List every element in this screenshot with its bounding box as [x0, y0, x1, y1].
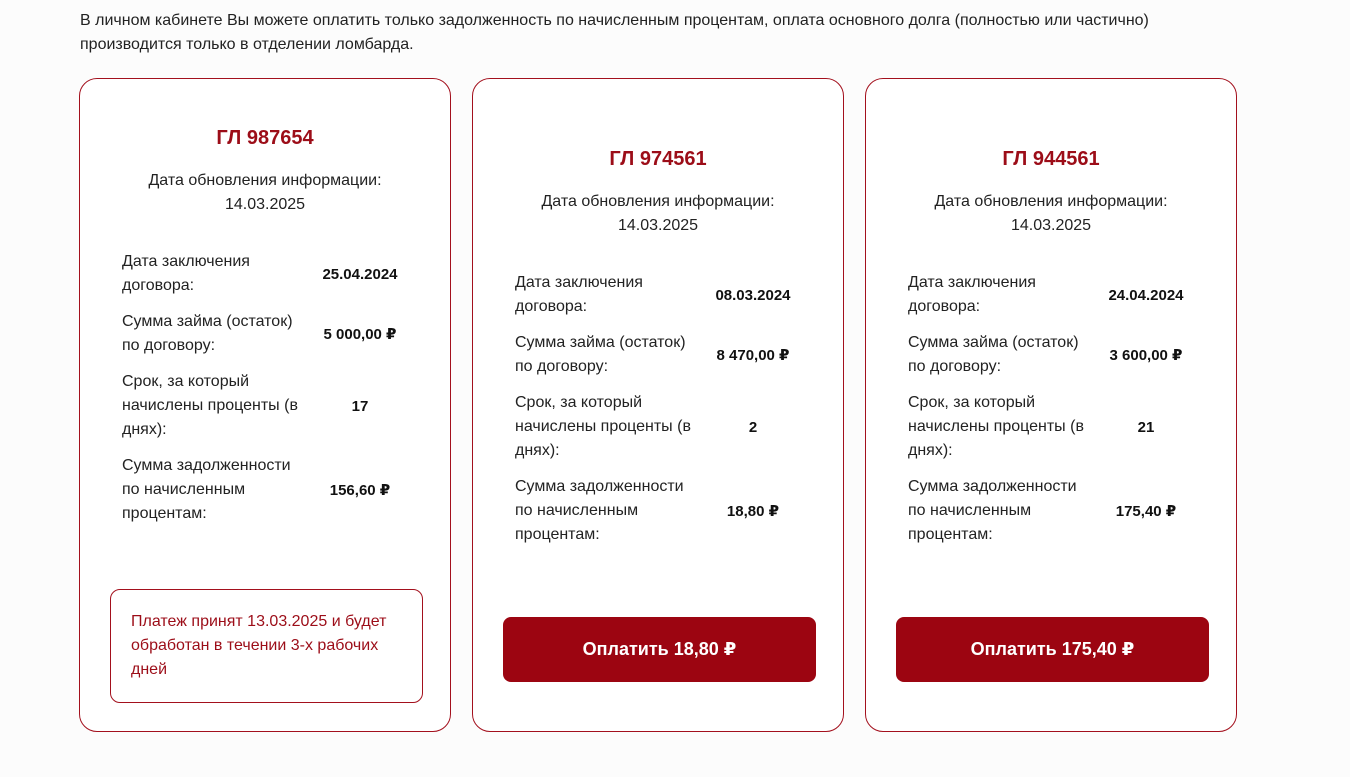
detail-label: Срок, за который начислены проценты (в днях):	[515, 394, 691, 459]
contract-number: ГЛ 974561	[609, 148, 707, 170]
term-days-value: 21	[1137, 418, 1155, 436]
term-days-value: 2	[748, 418, 758, 436]
contract-date-value: 25.04.2024	[322, 265, 398, 283]
detail-label: Дата заключения договора:	[908, 274, 1036, 315]
debt-value: 18,80 ₽	[726, 503, 780, 520]
detail-label: Сумма задолженности по начисленным процентам:	[908, 478, 1077, 543]
update-info	[508, 190, 808, 238]
update-date: 14.03.2025	[617, 217, 699, 234]
contract-card-content	[473, 146, 843, 547]
update-info	[901, 190, 1201, 238]
detail-label: Сумма займа (остаток) по договору:	[515, 334, 686, 375]
detail-row-term	[122, 370, 408, 442]
update-date: 14.03.2025	[224, 196, 306, 213]
detail-label: Срок, за который начислены проценты (в днях):	[908, 394, 1084, 459]
contract-details	[122, 250, 408, 526]
contract-card	[865, 78, 1237, 732]
detail-label: Сумма задолженности по начисленным процентам:	[515, 478, 684, 543]
detail-label: Дата заключения договора:	[515, 274, 643, 315]
contract-details	[515, 271, 801, 547]
update-label: Дата обновления информации:	[541, 193, 775, 210]
detail-row-contract-date	[515, 271, 801, 319]
loan-sum-value: 8 470,00 ₽	[716, 347, 790, 364]
update-date: 14.03.2025	[1010, 217, 1092, 234]
contract-date-value: 24.04.2024	[1108, 286, 1184, 304]
detail-label: Дата заключения договора:	[122, 253, 250, 294]
term-days-value: 17	[351, 397, 369, 415]
debt-value: 156,60 ₽	[329, 482, 391, 499]
detail-row-debt	[515, 475, 801, 547]
contract-date-value: 08.03.2024	[715, 286, 791, 304]
detail-label: Сумма задолженности по начисленным процентам:	[122, 457, 291, 522]
pay-button[interactable]: Оплатить 175,40 ₽	[896, 617, 1209, 682]
contract-card-content	[80, 125, 450, 526]
payment-status-message: Платеж принят 13.03.2025 и будет обработан в течении 3-х рабочих дней	[110, 589, 423, 703]
loan-sum-value: 5 000,00 ₽	[323, 326, 397, 343]
debt-value: 175,40 ₽	[1115, 503, 1177, 520]
detail-row-contract-date	[122, 250, 408, 298]
detail-label: Сумма займа (остаток) по договору:	[122, 313, 293, 354]
detail-row-contract-date	[908, 271, 1194, 319]
contract-number: ГЛ 987654	[216, 127, 314, 149]
contract-details	[908, 271, 1194, 547]
pay-button[interactable]: Оплатить 18,80 ₽	[503, 617, 816, 682]
update-label: Дата обновления информации:	[934, 193, 1168, 210]
detail-row-debt	[908, 475, 1194, 547]
payment-notice: В личном кабинете Вы можете оплатить только задолженность по начисленным процентам, оплата основного долга (полностью или частично) производится только в отделении ломбарда.	[80, 12, 1149, 53]
contract-number: ГЛ 944561	[1002, 148, 1100, 170]
contract-card	[79, 78, 451, 732]
loan-sum-value: 3 600,00 ₽	[1109, 347, 1183, 364]
contract-card-content	[866, 146, 1236, 547]
detail-row-loan-sum	[122, 310, 408, 358]
update-label: Дата обновления информации:	[148, 172, 382, 189]
update-info	[115, 169, 415, 217]
detail-row-loan-sum	[908, 331, 1194, 379]
contract-cards	[79, 78, 1237, 732]
contract-card	[472, 78, 844, 732]
detail-row-term	[908, 391, 1194, 463]
detail-row-debt	[122, 454, 408, 526]
detail-row-term	[515, 391, 801, 463]
detail-label: Срок, за который начислены проценты (в днях):	[122, 373, 298, 438]
detail-row-loan-sum	[515, 331, 801, 379]
detail-label: Сумма займа (остаток) по договору:	[908, 334, 1079, 375]
